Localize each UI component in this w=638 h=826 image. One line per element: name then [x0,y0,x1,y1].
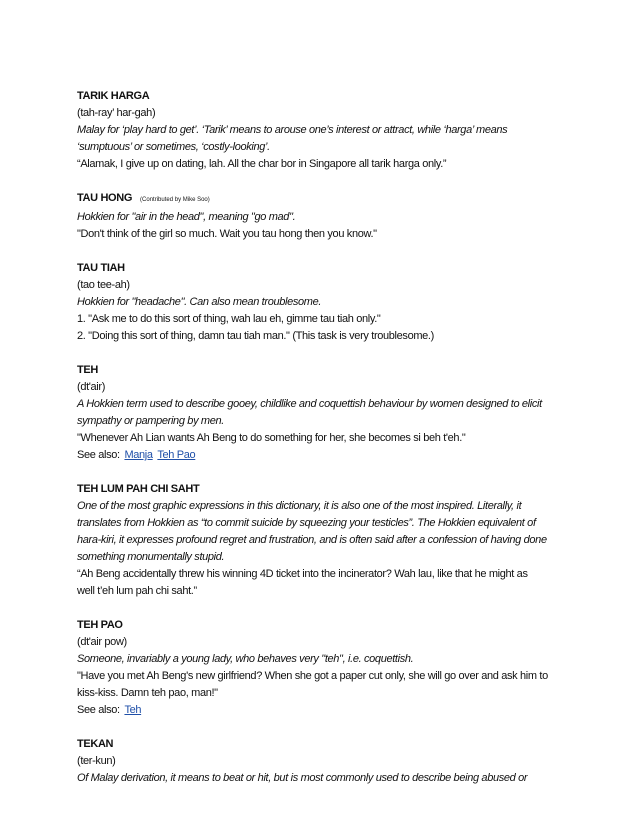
entry-pronunciation: (ter-kun) [77,755,116,767]
entry-example-line: “Alamak, I give up on dating, lah. All the char bor in Singapore all tarik harga only.” [77,158,447,170]
dictionary-entry [77,260,577,345]
entry-example-line: "Whenever Ah Lian wants Ah Beng to do something for her, she becomes si beh t'eh." [77,432,466,444]
entry-example-line: kiss-kiss. Damn teh pao, man!" [77,687,218,699]
entry-definition-line: something monumentally stupid. [77,551,225,563]
see-also-label: See also: [77,449,120,461]
dictionary-entry [77,88,577,173]
entry-definition-line: hara-kiri, it expresses profound regret and frustration, and is often said after a confession of having done [77,534,547,546]
entry-example-line: “Ah Beng accidentally threw his winning 4D ticket into the incinerator? Wah lau, like that he might as [77,568,528,580]
entry-term: TARIK HARGA [77,90,150,102]
entry-pronunciation: (dt'air pow) [77,636,127,648]
dictionary-entries [77,88,577,804]
dictionary-entry [77,190,577,243]
dictionary-entry [77,362,577,464]
dictionary-entry [77,617,577,719]
see-also [77,702,577,719]
entry-definition-line: Hokkien for "air in the head", meaning "go mad". [77,211,296,223]
entry-definition-line: A Hokkien term used to describe gooey, childlike and coquettish behaviour by women designed to elicit [77,398,542,410]
entry-term: TEH [77,364,98,376]
entry-heading [77,88,577,105]
entry-pronunciation: (tao tee-ah) [77,279,130,291]
entry-heading [77,362,577,379]
entry-definition-line: One of the most graphic expressions in this dictionary, it is also one of the most inspired. Literally, it [77,500,522,512]
entry-definition-line: Hokkien for "headache". Can also mean troublesome. [77,296,322,308]
entry-definition-line: sympathy or pampering by men. [77,415,224,427]
entry-term: TEKAN [77,738,114,750]
entry-definition-line: translates from Hokkien as “to commit suicide by squeezing your testicles”. The Hokkien equivalent of [77,517,536,529]
entry-term: TAU TIAH [77,262,125,274]
entry-definition-line: Of Malay derivation, it means to beat or hit, but is most commonly used to describe being abused or [77,772,528,784]
entry-heading [77,736,577,753]
entry-credit: (Contributed by Mike Soo) [140,197,210,203]
entry-example-line: "Don't think of the girl so much. Wait you tau hong then you know." [77,228,377,240]
dictionary-entry [77,736,577,787]
see-also-link[interactable]: Teh [124,704,142,716]
entry-example-line: well t’eh lum pah chi saht.” [77,585,197,597]
entry-definition-line: Malay for ‘play hard to get’. ‘Tarik’ means to arouse one’s interest or attract, while ‘harga’ means [77,124,508,136]
entry-definition-line: ‘sumptuous’ or sometimes, ‘costly-looking’. [77,141,270,153]
dictionary-entry [77,481,577,600]
entry-term: TEH PAO [77,619,123,631]
entry-pronunciation: (dt'air) [77,381,106,393]
entry-term: TAU HONG [77,192,133,204]
entry-heading [77,481,577,498]
entry-term: TEH LUM PAH CHI SAHT [77,483,200,495]
see-also-link[interactable]: Teh Pao [157,449,196,461]
entry-example-line: "Have you met Ah Beng's new girlfriend? When she got a paper cut only, she will go over and ask him to [77,670,548,682]
see-also [77,447,577,464]
entry-example-line: 2. "Doing this sort of thing, damn tau tiah man." (This task is very troublesome.) [77,330,434,342]
see-also-link[interactable]: Manja [124,449,153,461]
entry-heading [77,260,577,277]
see-also-label: See also: [77,704,120,716]
entry-definition-line: Someone, invariably a young lady, who behaves very "teh", i.e. coquettish. [77,653,414,665]
entry-pronunciation: (tah-ray’ har-gah) [77,107,156,119]
entry-heading [77,617,577,634]
entry-example-line: 1. "Ask me to do this sort of thing, wah lau eh, gimme tau tiah only." [77,313,381,325]
entry-heading [77,190,577,209]
